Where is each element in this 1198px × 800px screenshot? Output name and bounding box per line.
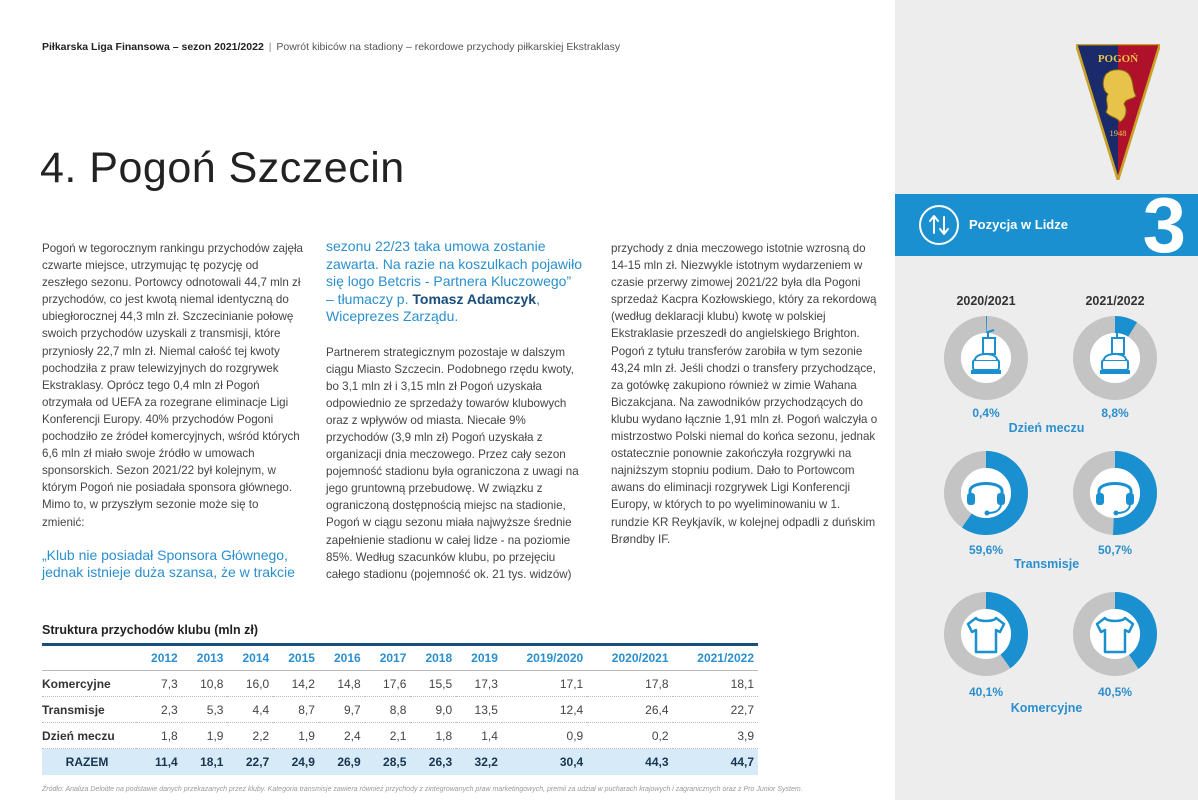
table-cell: 44,7	[673, 749, 758, 775]
source-note: Źródło: Analiza Deloitte na podstawie danych przekazanych przez kluby. Kategoria transmisje zawiera również przychody z zintegrowanych praw marketingowych, premii za udział w pucharach krajowych i zagranicznych oraz z Pro Junior System.	[42, 786, 803, 793]
year-label: 2020/2021	[956, 294, 1016, 308]
report-title: Piłkarska Liga Finansowa – sezon 2021/2022	[42, 41, 264, 53]
table-cell: 18,1	[182, 749, 228, 775]
table-cell: 26,4	[587, 697, 672, 723]
table-cell: 8,8	[365, 697, 411, 723]
body-text: Pogoń w tegorocznym rankingu przychodów zajęła czwarte miejsce, utrzymując tę pozycję od zeszłego sezonu. Portowcy odnotowali 44,7 mln zł przychodów, co jest kwotą niemal identyczną do ubiegłorocznej 44,3 mln zł. Szczecinianie połowę swoich przychodów uzyskali z transmisji, które przyniosły 22,7 mln zł. Niemal całość tej kwoty pochodziła z praw telewizyjnych do rozgrywek Ekstraklasy. Oprócz tego 0,4 mln zł Pogoń otrzymała od UEFA za rozegrane eliminacje Ligi Konferencji Europy. 40% przychodów Pogoni pochodziło ze źródeł komercyjnych, wśród których 6,6 mln zł miało swoje źródło w umowach sponsorskich. Sezon 2021/22 był kolejnym, w którym Pogoń nie posiadała sponsora głównego. Mimo to, w przyszłym sezonie może się to zmienić:	[42, 242, 304, 529]
table-cell: 26,3	[410, 749, 456, 775]
table-cell: 26,9	[319, 749, 365, 775]
year-label: 2021/2022	[1085, 294, 1145, 308]
table-cell: 17,8	[587, 671, 672, 697]
table-cell: 7,3	[136, 671, 182, 697]
table-cell: 15,5	[410, 671, 456, 697]
table-cell: 9,7	[319, 697, 365, 723]
percent-label: 40,1%	[968, 685, 1004, 699]
table-cell: 13,5	[456, 697, 502, 723]
percent-label: 40,5%	[1097, 685, 1133, 699]
donut-chart	[1073, 316, 1157, 400]
category-label: Komercyjne	[1010, 701, 1083, 715]
table-cell: 32,2	[456, 749, 502, 775]
text-column-3	[611, 240, 879, 548]
text-column-1	[42, 240, 304, 582]
table-cell: 0,9	[502, 723, 587, 749]
page-title: 4. Pogoń Szczecin	[40, 144, 405, 192]
table-cell: 12,4	[502, 697, 587, 723]
table-cell: 17,3	[456, 671, 502, 697]
percent-label: 50,7%	[1097, 543, 1133, 557]
club-crest-logo	[1076, 44, 1160, 180]
header-separator: |	[268, 41, 272, 53]
donut-chart	[1073, 592, 1157, 676]
revenue-table	[42, 643, 758, 775]
table-cell: 28,5	[365, 749, 411, 775]
donut-chart	[944, 316, 1028, 400]
table-cell: 2,2	[227, 723, 273, 749]
percent-label: 8,8%	[1101, 406, 1129, 420]
header-cell	[42, 645, 136, 671]
table-cell: 18,1	[673, 671, 758, 697]
table-cell: 14,2	[273, 671, 319, 697]
header-cell: 2013	[182, 645, 228, 671]
table-cell: 1,9	[273, 723, 319, 749]
category-label: Dzień meczu	[1008, 421, 1085, 435]
table-cell: 11,4	[136, 749, 182, 775]
table-row	[42, 671, 758, 697]
donut-chart	[944, 592, 1028, 676]
table-cell: 10,8	[182, 671, 228, 697]
percent-label: 0,4%	[972, 406, 1000, 420]
header-cell: 2017	[365, 645, 411, 671]
table-cell: 22,7	[227, 749, 273, 775]
table-cell: 30,4	[502, 749, 587, 775]
donut-chart	[1073, 451, 1157, 535]
crest-text: POGOŃ	[1097, 53, 1139, 65]
table-cell: 9,0	[410, 697, 456, 723]
table-cell: 1,4	[456, 723, 502, 749]
swap-arrows-icon	[919, 205, 959, 245]
header-cell: 2015	[273, 645, 319, 671]
row-label: Dzień meczu	[42, 723, 136, 749]
row-label: RAZEM	[42, 749, 136, 775]
table-cell: 5,3	[182, 697, 228, 723]
category-label: Transmisje	[1013, 557, 1080, 571]
page-header	[42, 41, 620, 53]
pull-quote: „Klub nie posiadał Sponsora Głównego, jednak istnieje duża szansa, że w trakcie	[42, 546, 295, 581]
header-cell: 2018	[410, 645, 456, 671]
table-cell: 2,1	[365, 723, 411, 749]
table-cell: 3,9	[673, 723, 758, 749]
header-cell: 2012	[136, 645, 182, 671]
table-cell: 0,2	[587, 723, 672, 749]
table-cell: 16,0	[227, 671, 273, 697]
table-row	[42, 697, 758, 723]
header-cell: 2019/2020	[502, 645, 587, 671]
table-row	[42, 723, 758, 749]
table-cell: 22,7	[673, 697, 758, 723]
table-header-row	[42, 645, 758, 671]
header-cell: 2021/2022	[673, 645, 758, 671]
table-cell: 17,1	[502, 671, 587, 697]
table-cell: 4,4	[227, 697, 273, 723]
row-label: Komercyjne	[42, 671, 136, 697]
table-cell: 44,3	[587, 749, 672, 775]
body-text: przychody z dnia meczowego istotnie wzrosną do 14-15 mln zł. Niezwykle istotnym wydarzeniem w czasie przerwy zimowej 2021/22 była dla Pogoni sprzedaż Kacpra Kozłowskiego, który za rekordową (według deklaracji klubu) kwotę w polskiej Ekstraklasie przeszedł do angielskiego Brighton. Pogoń z tytułu transferów zarobiła w tym sezonie 43,24 mln zł. Jeśli chodzi o transfery przychodzące, za gotówkę zakupiono również w zimie Wahana Biczakcjana. Na zawodników przychodzących do klubu wydano łącznie 1,91 mln zł. Pogoń walczyła o mistrzostwo Polski niemal do końca sezonu, jednak ostatecznie ponownie zakończyła rozgrywki na najniższym stopniu podium. Dało to Portowcom awans do eliminacji rozgrywek Ligi Konferencji Europy, w których to po wyeliminowaniu w 1. rundzie KR Reykjavík, w kolejnej odpadli z duńskim Brøndby IF.	[611, 242, 878, 546]
table-cell: 2,4	[319, 723, 365, 749]
header-cell: 2019	[456, 645, 502, 671]
header-cell: 2016	[319, 645, 365, 671]
quote-author-role: , Wiceprezes Zarządu.	[326, 290, 540, 324]
quote-text: sezonu 22/23 taka umowa zostanie zawarta. Na razie na koszulkach pojawiło się logo Betcris - Partnera Kluczowego” – tłumaczy p.	[326, 238, 583, 307]
table-cell: 17,6	[365, 671, 411, 697]
report-subtitle: Powrót kibiców na stadiony – rekordowe przychody piłkarskiej Ekstraklasy	[276, 41, 621, 53]
table-cell: 1,9	[182, 723, 228, 749]
league-position-value: 3	[1142, 181, 1186, 269]
table-cell: 1,8	[410, 723, 456, 749]
table-cell: 8,7	[273, 697, 319, 723]
quote-author: Tomasz Adamczyk	[412, 290, 537, 307]
league-position-label: Pozycja w Lidze	[969, 217, 1068, 232]
header-cell: 2020/2021	[587, 645, 672, 671]
table-total-row	[42, 749, 758, 775]
table-cell: 14,8	[319, 671, 365, 697]
stats-sidebar	[895, 0, 1198, 800]
table-cell: 1,8	[136, 723, 182, 749]
header-cell: 2014	[227, 645, 273, 671]
pull-quote-continued	[326, 238, 582, 326]
crest-year: 1948	[1109, 128, 1127, 138]
percent-label: 59,6%	[968, 543, 1004, 557]
text-column-2	[326, 238, 582, 583]
row-label: Transmisje	[42, 697, 136, 723]
table-title: Struktura przychodów klubu (mln zł)	[42, 623, 258, 637]
table-cell: 2,3	[136, 697, 182, 723]
league-position-bar	[895, 181, 1198, 269]
body-text: Partnerem strategicznym pozostaje w dalszym ciągu Miasto Szczecin. Podobnego rzędu kwoty, bo 3,1 mln zł i 3,15 mln zł Pogoń uzyskała odpowiednio ze sprzedaży towarów klubowych oraz z wpływów od miasta. Niecałe 9% przychodów (3,9 mln zł) Pogoń uzyskała z organizacji dnia meczowego. Przez cały sezon pojemność stadionu była ograniczona z uwagi na jego gruntowną przebudowę. W związku z ograniczoną dostępnością miejsc na stadionie, Pogoń w ciągu sezonu miała najwyższe średnie zapełnienie stadionu w całej lidze - na poziomie 85%. Według szacunków klubu, po przejęciu całego stadionu (pojemność ok. 21 tys. widzów)	[326, 345, 579, 581]
table-cell: 24,9	[273, 749, 319, 775]
donut-chart	[944, 451, 1028, 535]
